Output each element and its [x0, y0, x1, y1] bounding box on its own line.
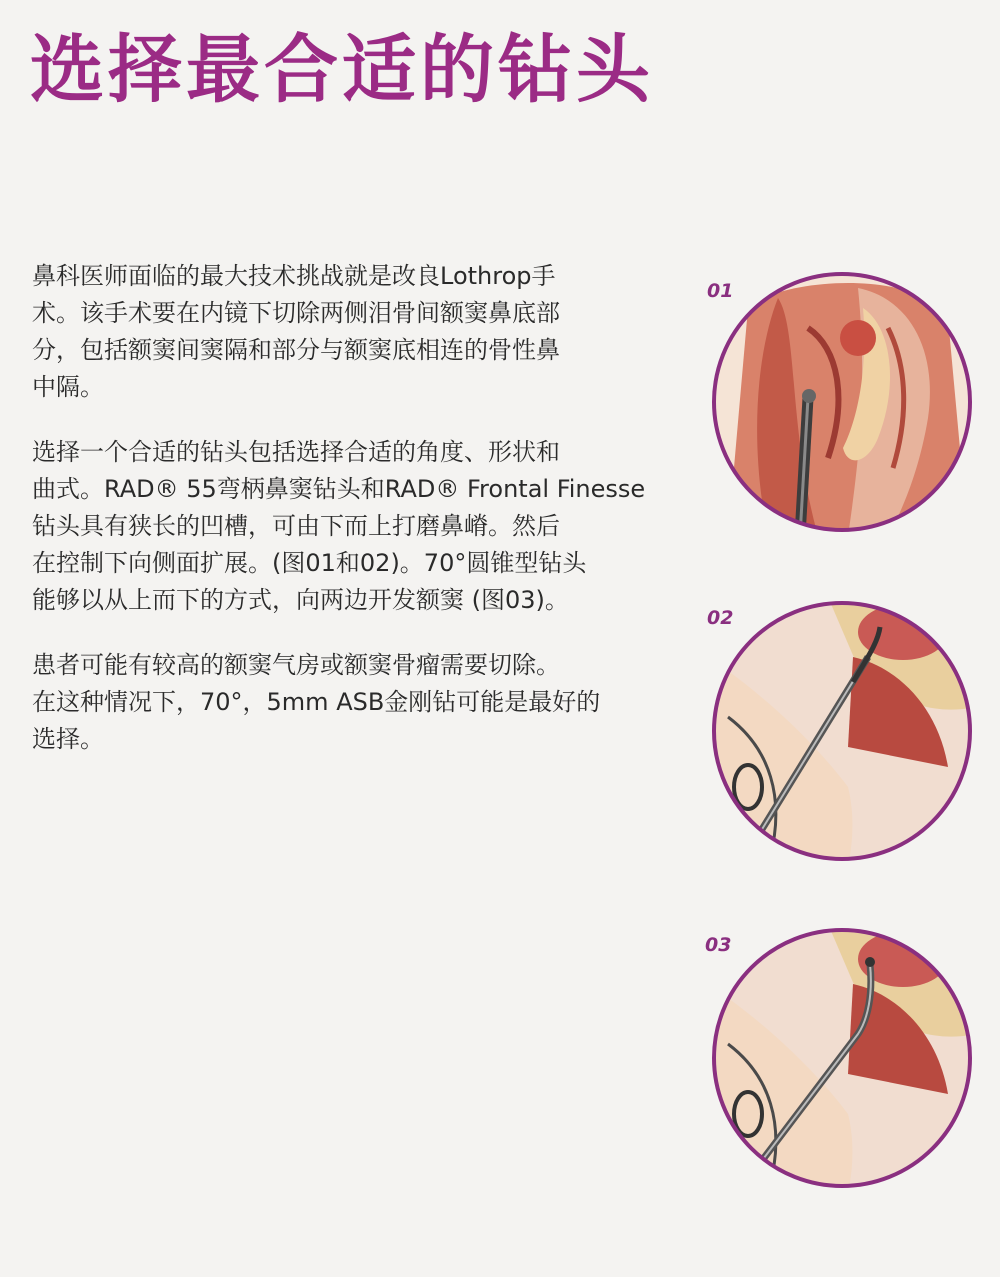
paragraph-2 — [32, 434, 652, 619]
figure-01 — [708, 268, 976, 536]
text-line: 曲式。RAD® 55弯柄鼻窦钻头和RAD® Frontal Finesse — [32, 475, 646, 503]
text-line: 鼻科医师面临的最大技术挑战就是改良Lothrop手 — [32, 262, 556, 290]
text-line: 患者可能有较高的额窦气房或额窦骨瘤需要切除。 — [32, 651, 560, 679]
paragraph-3 — [32, 647, 652, 758]
figure-02 — [708, 597, 976, 865]
text-line: 术。该手术要在内镜下切除两侧泪骨间额窦鼻底部 — [32, 299, 560, 327]
body-text — [32, 258, 652, 786]
figure-label-03: 03 — [705, 934, 732, 956]
page-title: 选择最合适的钻头 — [30, 27, 654, 113]
endoscopic-drill-closeup-icon — [708, 268, 976, 536]
sagittal-nasal-drill-icon — [708, 924, 976, 1192]
text-line: 在控制下向侧面扩展。(图01和02)。70°圆锥型钻头 — [32, 549, 587, 577]
figure-label-01: 01 — [707, 280, 734, 302]
sagittal-nasal-drill-icon — [708, 597, 976, 865]
text-line: 中隔。 — [32, 373, 104, 401]
text-line: 选择。 — [32, 725, 104, 753]
text-line: 分，包括额窦间窦隔和部分与额窦底相连的骨性鼻 — [32, 336, 560, 364]
text-line: 选择一个合适的钻头包括选择合适的角度、形状和 — [32, 438, 560, 466]
text-line: 在这种情况下，70°，5mm ASB金刚钻可能是最好的 — [32, 688, 601, 716]
text-line: 能够以从上而下的方式，向两边开发额窦 (图03)。 — [32, 586, 569, 614]
figure-03 — [708, 924, 976, 1192]
text-line: 钻头具有狭长的凹槽，可由下而上打磨鼻嵴。然后 — [32, 512, 560, 540]
paragraph-1 — [32, 258, 652, 406]
figure-label-02: 02 — [707, 607, 734, 629]
